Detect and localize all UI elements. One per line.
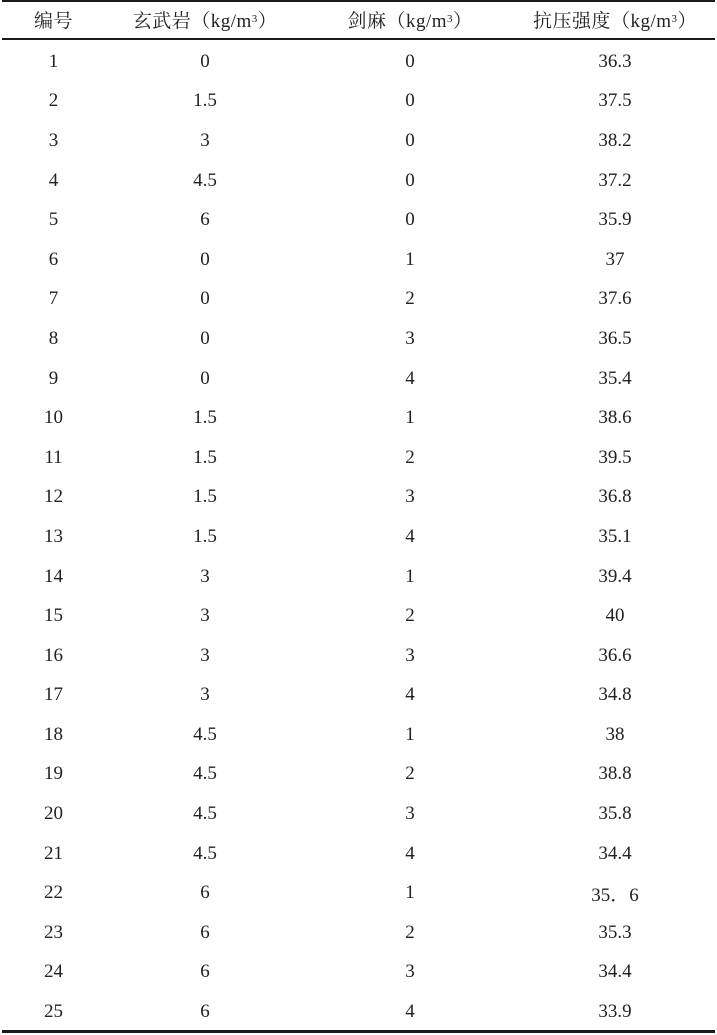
cell-sisal: 3 <box>405 644 415 666</box>
cell-sisal: 0 <box>405 90 415 112</box>
cell-sisal: 3 <box>405 803 415 825</box>
cell-strength: 33.9 <box>598 1001 632 1023</box>
cell-id: 2 <box>48 90 59 112</box>
cell-basalt: 1.5 <box>193 446 217 468</box>
cell-strength: 34.8 <box>598 684 632 706</box>
cell-basalt: 1.5 <box>193 407 217 429</box>
cell-sisal: 1 <box>405 248 415 270</box>
cell-id: 13 <box>44 525 63 547</box>
table-row <box>2 121 715 161</box>
cell-basalt: 0 <box>200 248 210 270</box>
cell-strength: 35.9 <box>598 209 632 231</box>
table-row <box>2 557 715 597</box>
cell-sisal: 0 <box>405 129 415 151</box>
header-sisal-label: 剑麻 <box>347 10 387 32</box>
data-table <box>2 0 715 1033</box>
cell-strength: 36.8 <box>598 486 632 508</box>
cell-strength: 37.5 <box>598 90 632 112</box>
table-body <box>2 42 715 1032</box>
cell-strength: 36.3 <box>598 50 632 72</box>
cell-id: 3 <box>48 129 59 151</box>
cell-basalt: 3 <box>200 644 210 666</box>
cell-sisal: 2 <box>405 763 415 785</box>
cell-id: 8 <box>48 327 59 349</box>
header-basalt-unit-pre: （kg/m <box>191 10 252 32</box>
table-row <box>2 359 715 399</box>
cell-strength: 35.4 <box>598 367 632 389</box>
cell-id: 19 <box>44 763 63 785</box>
table-row <box>2 319 715 359</box>
cell-basalt: 3 <box>200 129 210 151</box>
cell-strength: 34.4 <box>598 842 632 864</box>
cell-basalt: 4.5 <box>193 803 217 825</box>
table-row <box>2 596 715 636</box>
cell-sisal: 4 <box>405 367 415 389</box>
header-id <box>2 0 105 38</box>
cell-sisal: 2 <box>405 446 415 468</box>
cell-strength: 36.5 <box>598 327 632 349</box>
cell-basalt: 1.5 <box>193 486 217 508</box>
table-row <box>2 992 715 1032</box>
table-row <box>2 913 715 953</box>
cell-basalt: 6 <box>200 921 210 943</box>
cell-id: 24 <box>44 961 63 983</box>
cell-id: 9 <box>48 367 59 389</box>
table-row <box>2 953 715 993</box>
cell-id: 6 <box>48 248 59 270</box>
cell-id: 16 <box>44 644 63 666</box>
cell-sisal: 4 <box>405 525 415 547</box>
cell-strength: 35.8 <box>598 803 632 825</box>
cell-id: 18 <box>44 723 63 745</box>
cell-basalt: 1.5 <box>193 90 217 112</box>
cell-basalt: 4.5 <box>193 763 217 785</box>
cell-sisal: 4 <box>405 842 415 864</box>
header-strength: 抗压强度 （kg/m 3 ） <box>515 0 715 38</box>
cell-id: 14 <box>44 565 63 587</box>
cell-sisal: 3 <box>405 961 415 983</box>
table-row <box>2 676 715 716</box>
cell-strength: 39.4 <box>598 565 632 587</box>
header-sisal-unit-post: ） <box>453 10 473 32</box>
cell-id: 23 <box>44 921 63 943</box>
table-row <box>2 438 715 478</box>
cell-id: 17 <box>44 684 63 706</box>
cell-sisal: 0 <box>405 169 415 191</box>
cell-strength: 38.6 <box>598 407 632 429</box>
cell-strength: 37 <box>605 248 625 270</box>
header-sisal: 剑麻 （kg/m 3 ） <box>305 0 515 38</box>
cell-basalt: 6 <box>200 1001 210 1023</box>
cell-id: 10 <box>44 407 63 429</box>
table-row <box>2 398 715 438</box>
cell-id: 7 <box>48 288 59 310</box>
cell-sisal: 3 <box>405 327 415 349</box>
table-row <box>2 873 715 913</box>
cell-id: 12 <box>44 486 63 508</box>
cell-basalt: 3 <box>200 605 210 627</box>
cell-sisal: 2 <box>405 288 415 310</box>
cell-strength: 37.6 <box>598 288 632 310</box>
cell-sisal: 3 <box>405 486 415 508</box>
cell-strength: 35．6 <box>591 884 639 906</box>
cell-sisal: 4 <box>405 1001 415 1023</box>
cell-strength: 35.3 <box>598 921 632 943</box>
cell-basalt: 3 <box>200 684 210 706</box>
cell-basalt: 4.5 <box>193 842 217 864</box>
table-row <box>2 794 715 834</box>
cell-basalt: 0 <box>200 288 210 310</box>
cell-id: 5 <box>48 209 59 231</box>
cell-basalt: 0 <box>200 367 210 389</box>
table-row <box>2 636 715 676</box>
cell-basalt: 1.5 <box>193 525 217 547</box>
cell-strength: 37.2 <box>598 169 632 191</box>
cell-sisal: 2 <box>405 921 415 943</box>
cell-id: 22 <box>44 882 63 904</box>
cell-basalt: 6 <box>200 209 210 231</box>
table-row <box>2 280 715 320</box>
cell-sisal: 4 <box>405 684 415 706</box>
cell-strength: 39.5 <box>598 446 632 468</box>
header-strength-unit-pre: （kg/m <box>610 10 672 32</box>
cell-strength: 36.6 <box>598 644 632 666</box>
table-row <box>2 834 715 874</box>
header-strength-label: 抗压强度 <box>532 10 611 32</box>
table-row <box>2 517 715 557</box>
header-id-label: 编号 <box>33 10 73 32</box>
cell-id: 21 <box>44 842 63 864</box>
cell-sisal: 1 <box>405 723 415 745</box>
cell-strength: 34.4 <box>598 961 632 983</box>
header-basalt: 玄武岩 （kg/m 3 ） <box>105 0 305 38</box>
header-strength-unit-post: ） <box>677 10 698 32</box>
cell-sisal: 1 <box>405 882 415 904</box>
table-row <box>2 715 715 755</box>
cell-basalt: 4.5 <box>193 723 217 745</box>
cell-strength: 38.8 <box>598 763 632 785</box>
cell-sisal: 2 <box>405 605 415 627</box>
table-row <box>2 240 715 280</box>
cell-strength: 35.1 <box>598 525 632 547</box>
cell-strength: 40 <box>605 605 625 627</box>
table-row <box>2 82 715 122</box>
cell-id: 11 <box>44 446 63 468</box>
table-row <box>2 161 715 201</box>
cell-basalt: 0 <box>200 50 210 72</box>
header-rule <box>2 38 715 40</box>
cell-id: 1 <box>48 50 59 72</box>
cell-sisal: 1 <box>405 407 415 429</box>
cell-sisal: 0 <box>405 50 415 72</box>
cell-basalt: 6 <box>200 882 210 904</box>
cell-id: 4 <box>48 169 59 191</box>
header-basalt-unit-post: ） <box>257 10 278 32</box>
table-row <box>2 200 715 240</box>
header-basalt-label: 玄武岩 <box>132 10 192 32</box>
table-bottom-rule <box>2 1030 715 1033</box>
table-row <box>2 755 715 795</box>
cell-sisal: 1 <box>405 565 415 587</box>
cell-id: 20 <box>44 803 63 825</box>
cell-basalt: 6 <box>200 961 210 983</box>
table-row <box>2 478 715 518</box>
cell-basalt: 3 <box>200 565 210 587</box>
header-sisal-unit-pre: （kg/m <box>386 10 448 32</box>
cell-strength: 38.2 <box>598 129 632 151</box>
cell-strength: 38 <box>605 723 625 745</box>
cell-sisal: 0 <box>405 209 415 231</box>
cell-basalt: 0 <box>200 327 210 349</box>
cell-id: 25 <box>44 1001 63 1023</box>
cell-basalt: 4.5 <box>193 169 217 191</box>
table-row <box>2 42 715 82</box>
cell-id: 15 <box>44 605 63 627</box>
